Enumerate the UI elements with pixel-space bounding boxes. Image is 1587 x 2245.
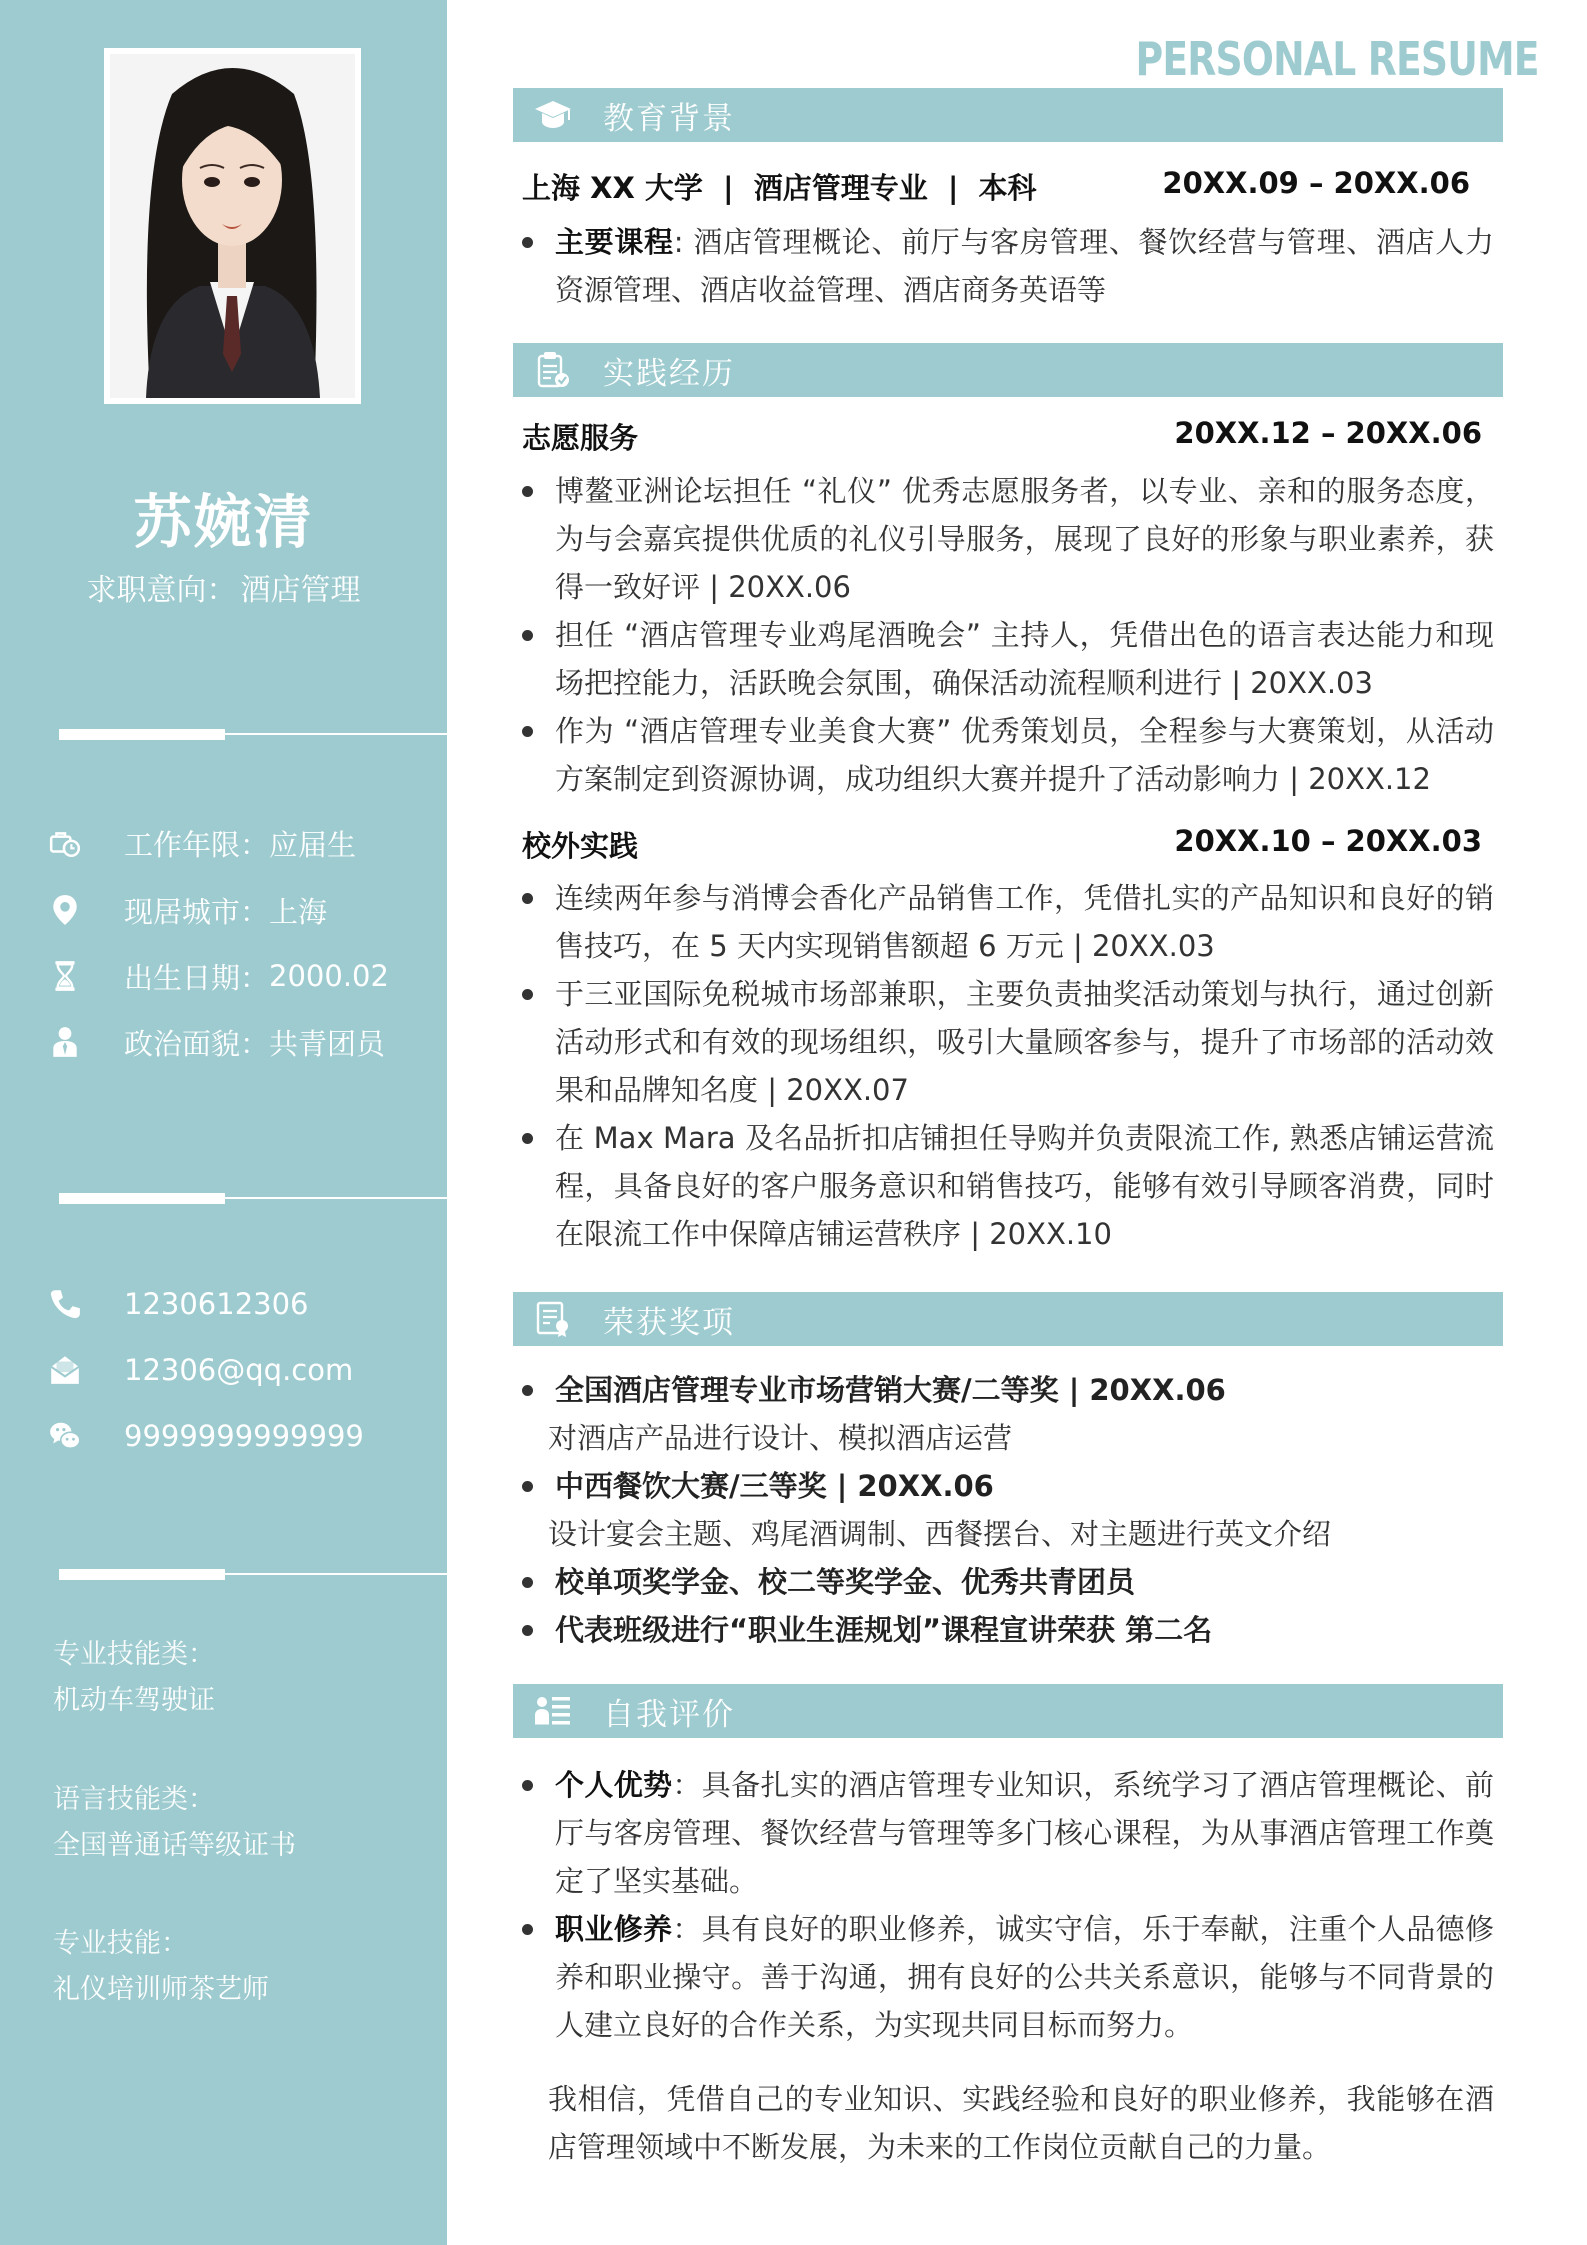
award-item <box>522 1462 1494 1510</box>
sidebar-divider <box>59 726 447 740</box>
practice-group-date: 20XX.12 – 20XX.06 <box>1174 416 1482 450</box>
award-title: 全国酒店管理专业市场营销大赛/二等奖 | 20XX.06 <box>555 1373 1226 1407</box>
award-desc: 对酒店产品进行设计、模拟酒店运营 <box>548 1421 1013 1455</box>
skill-value: 礼仪培训师茶艺师 <box>53 1974 269 2005</box>
degree-name: 本科 <box>978 171 1037 205</box>
graduation-cap-icon <box>527 88 579 142</box>
list-item-text: 担任 “酒店管理专业鸡尾酒晚会” 主持人，凭借出色的语言表达能力和现场把控能力，活跃晚会氛围，确保活动流程顺利进行 | 20XX.03 <box>555 618 1494 700</box>
section-title: 荣获奖项 <box>603 1304 735 1341</box>
job-intent-value: 酒店管理 <box>240 573 361 608</box>
list-item <box>522 970 1494 1114</box>
section-header-education <box>513 88 1503 142</box>
practice-group-head <box>522 824 1490 865</box>
section-title: 实践经历 <box>603 355 735 392</box>
list-item-text: 作为 “酒店管理专业美食大赛” 优秀策划员，全程参与大赛策划，从活动方案制定到资源协调，成功组织大赛并提升了活动影响力 | 20XX.12 <box>555 714 1494 796</box>
contact-value: 9999999999999 <box>124 1419 364 1453</box>
info-value: 共青团员 <box>269 1026 386 1061</box>
briefcase-clock-icon <box>46 824 84 862</box>
award-item <box>522 1558 1494 1606</box>
person-icon <box>46 1023 84 1061</box>
list-item <box>522 611 1494 707</box>
education-date: 20XX.09 – 20XX.06 <box>1162 166 1470 200</box>
award-title: 代表班级进行“职业生涯规划”课程宣讲荣获 第二名 <box>555 1613 1213 1647</box>
phone-icon <box>46 1285 84 1323</box>
list-item <box>522 1761 1494 1905</box>
contact-row-wechat <box>46 1414 364 1458</box>
resume-banner-title: PERSONAL RESUME <box>1135 32 1539 86</box>
info-label: 出生日期： <box>124 960 270 995</box>
practice-group-name: 校外实践 <box>522 829 639 863</box>
education-headline: 上海 XX 大学 | 酒店管理专业 | 本科 <box>522 171 1037 205</box>
eval-label: 个人优势 <box>555 1768 673 1802</box>
section-header-self-eval <box>513 1684 1503 1738</box>
location-pin-icon <box>46 891 84 929</box>
info-row-work-years <box>46 821 356 865</box>
list-item <box>522 1114 1494 1258</box>
major-name: 酒店管理专业 <box>753 171 928 205</box>
eval-label: 职业修养 <box>555 1912 673 1946</box>
award-desc: 设计宴会主题、鸡尾酒调制、西餐摆台、对主题进行英文介绍 <box>548 1517 1332 1551</box>
award-title: 校单项奖学金、校二等奖学金、优秀共青团员 <box>555 1565 1136 1599</box>
list-item <box>522 218 1494 314</box>
section-title: 自我评价 <box>603 1696 735 1733</box>
info-row-politics <box>46 1020 385 1064</box>
practice-group-head <box>522 416 1490 457</box>
contact-value: 12306@qq.com <box>124 1353 354 1387</box>
award-title: 中西餐饮大赛/三等奖 | 20XX.06 <box>555 1469 994 1503</box>
wechat-icon <box>46 1417 84 1455</box>
list-item <box>522 467 1494 611</box>
certificate-icon <box>527 1292 579 1346</box>
info-row-city <box>46 888 327 932</box>
eval-text: ：具有良好的职业修养，诚实守信，乐于奉献，注重个人品德修养和职业操守。善于沟通，拥有良好的公共关系意识，能够与不同背景的人建立良好的合作关系，为实现共同目标而努力。 <box>555 1912 1494 2042</box>
contact-row-email <box>46 1348 353 1392</box>
skill-label: 专业技能： <box>53 1928 188 1959</box>
sidebar <box>0 0 447 2245</box>
job-intent <box>0 565 447 609</box>
info-row-birth <box>46 954 389 998</box>
list-item-text: 在 Max Mara 及名品折扣店铺担任导购并负责限流工作, 熟悉店铺运营流程，具备良好的客户服务意识和销售技巧，能够有效引导顾客消费，同时在限流工作中保障店铺运营秩序 | 20XX.10 <box>555 1121 1494 1251</box>
profile-photo <box>110 54 355 398</box>
info-label: 现居城市： <box>124 894 270 929</box>
list-item <box>522 1905 1494 2049</box>
list-item-text: 连续两年参与消博会香化产品销售工作，凭借扎实的产品知识和良好的销售技巧，在 5 天内实现销售额超 6 万元 | 20XX.03 <box>555 881 1494 963</box>
contact-value: 1230612306 <box>124 1287 309 1321</box>
courses-text: : 酒店管理概论、前厅与客房管理、餐饮经营与管理、酒店人力资源管理、酒店收益管理、酒店商务英语等 <box>555 225 1494 307</box>
sidebar-divider <box>59 1566 447 1580</box>
profile-list-icon <box>527 1684 579 1738</box>
section-header-awards <box>513 1292 1503 1346</box>
skill-block-special <box>53 1921 269 2013</box>
job-intent-label: 求职意向： <box>86 573 237 608</box>
info-label: 工作年限： <box>124 827 270 862</box>
section-header-practice <box>513 343 1503 397</box>
skill-block-professional <box>53 1632 215 1724</box>
clipboard-check-icon <box>527 343 579 397</box>
contact-row-phone <box>46 1282 309 1326</box>
award-item <box>522 1606 1494 1654</box>
info-value: 上海 <box>269 894 328 929</box>
info-value: 应届生 <box>269 827 357 862</box>
info-label: 政治面貌： <box>124 1026 270 1061</box>
skill-label: 专业技能类： <box>53 1639 215 1670</box>
eval-text: ：具备扎实的酒店管理专业知识，系统学习了酒店管理概论、前厅与客房管理、餐饮经营与管理等多门核心课程，为从事酒店管理工作奠定了坚实基础。 <box>555 1768 1494 1898</box>
info-value: 2000.02 <box>269 959 389 993</box>
section-title: 教育背景 <box>603 100 735 137</box>
practice-group-date: 20XX.10 – 20XX.03 <box>1174 824 1482 858</box>
award-item <box>522 1366 1494 1414</box>
profile-photo-frame <box>104 48 361 404</box>
list-item-text: 博鳌亚洲论坛担任 “礼仪” 优秀志愿服务者，以专业、亲和的服务态度，为与会嘉宾提供优质的礼仪引导服务，展现了良好的形象与职业素养，获得一致好评 | 20XX.06 <box>555 474 1494 604</box>
candidate-name: 苏婉清 <box>133 488 314 556</box>
skill-label: 语言技能类： <box>53 1784 215 1815</box>
courses-label: 主要课程 <box>555 225 674 259</box>
skill-value: 全国普通话等级证书 <box>53 1830 296 1861</box>
practice-group-name: 志愿服务 <box>522 421 639 455</box>
hourglass-icon <box>46 957 84 995</box>
skill-block-language <box>53 1777 296 1869</box>
sidebar-divider <box>59 1190 447 1204</box>
list-item-text: 于三亚国际免税城市场部兼职，主要负责抽奖活动策划与执行，通过创新活动形式和有效的现场组织，吸引大量顾客参与，提升了市场部的活动效果和品牌知名度 | 20XX.07 <box>555 977 1494 1107</box>
skill-value: 机动车驾驶证 <box>53 1685 215 1716</box>
education-row <box>522 166 1490 207</box>
school-name: 上海 XX 大学 <box>522 171 703 205</box>
list-item <box>522 874 1494 970</box>
closing-statement: 我相信，凭借自己的专业知识、实践经验和良好的职业修养，我能够在酒店管理领域中不断发展，为未来的工作岗位贡献自己的力量。 <box>548 2082 1494 2164</box>
email-icon <box>46 1351 84 1389</box>
list-item <box>522 707 1494 803</box>
